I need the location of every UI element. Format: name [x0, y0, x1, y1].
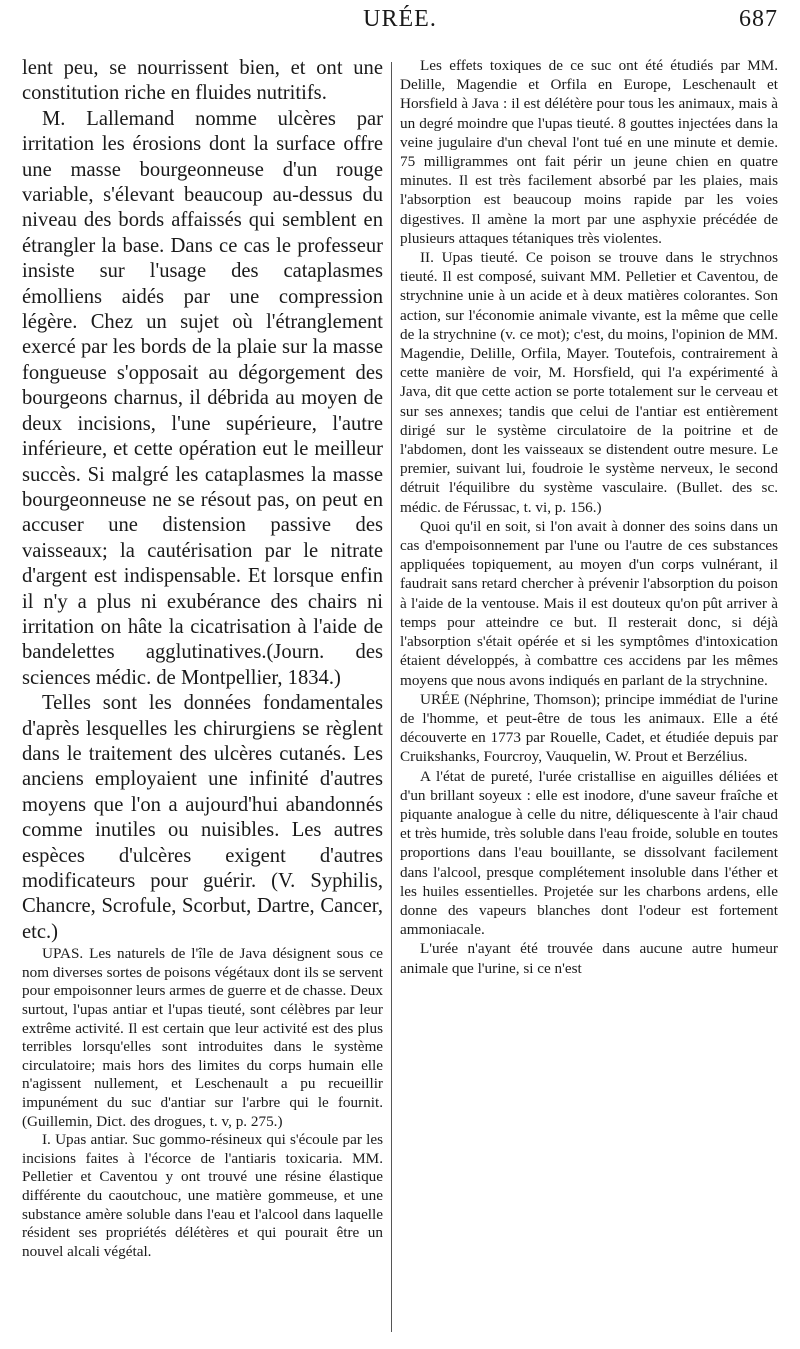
paragraph: M. Lallemand nomme ulcères par irritation les érosions dont la surface offre une masse bourgeonneuse d'un rouge variable, s'élevant beaucoup au-dessus du niveau des bords affaissés qui semblent en étrangler la base. Dans ce cas le professeur insiste sur l'usage des cataplasmes émolliens aidés par une compression légère. Chez un sujet où l'étranglement exercé par les bords de la plaie sur la masse fongueuse s'opposait au dégorgement des bourgeons charnus, il débrida au moyen de deux incisions, l'une supérieure, l'autre inférieure, et cette opération eut le meilleur succès. Si malgré les cataplasmes la masse bourgeonneuse ne se résout pas, on peut en accuser une distension passive des vaisseaux; la cautérisation par le nitrate d'argent est indispensable. Et lorsque enfin il n'y a plus ni exubérance des chairs ni irritation on hâte la cicatrisation à l'aide de bandelettes agglutinatives.(Journ. des sciences médic. de Montpellier, 1834.) [22, 107, 383, 689]
upas-section [22, 945, 383, 1261]
left-column [22, 56, 383, 1261]
paragraph: UPAS. Les naturels de l'île de Java désignent sous ce nom diverses sortes de poisons végétaux dont ils se servent pour empoisonner leurs armes de guerre et de chasse. Deux surtout, l'upas antiar et l'upas tieuté, sont célèbres par leur extrême activité. Il est certain que leur activité est des plus terribles lorsqu'elles sont introduites dans le système circulatoire; mais hors des limites du corps humain elle n'agissent nullement, et Leschenault a pu recueillir impunément du suc d'antiar sur l'arbre qui le fournit. (Guillemin, Dict. des drogues, t. v, p. 275.) [22, 945, 383, 1130]
column-divider [391, 62, 392, 1332]
paragraph: I. Upas antiar. Suc gommo-résineux qui s'écoule par les incisions faites à l'écorce de l'antiaris toxicaria. MM. Pelletier et Caventou y ont trouvé une résine élastique différente du caoutchouc, une matière gommeuse, et une substance amère soluble dans l'eau et l'alcool dans laquelle résident ses propriétés délétères et qui pourait être un nouvel alcali végétal. [22, 1131, 383, 1260]
page-number: 687 [739, 6, 778, 32]
ulcer-section [22, 56, 383, 945]
running-title: URÉE. [363, 6, 437, 32]
paragraph: Telles sont les données fondamentales d'après lesquelles les chirurgiens se règlent dans le traitement des ulcères cutanés. Les anciens employaient une infinité d'autres moyens que l'on a aujourd'hui abandonnés comme inutiles ou nuisibles. Les autres espèces d'ulcères exigent d'autres modificateurs pour guérir. (V. Syphilis, Chancre, Scrofule, Scorbut, Dartre, Cancer, etc.) [22, 692, 383, 943]
paragraph: Les effets toxiques de ce suc ont été étudiés par MM. Delille, Magendie et Orfila en Europe, Leschenault et Horsfield à Java : il est délétère pour tous les animaux, mais à un degré moindre que l'upas tieuté. 8 gouttes injectées dans la veine jugulaire d'un cheval l'ont tué en une minute et demie. 75 milligrammes ont fait périr un jeune chien en quatre minutes. Il est très facilement absorbé par les plaies, mais l'absorption est beaucoup moins rapide par les voies digestives. Il amène la mort par une asphyxie précédée de plusieurs attaques tétaniques très violentes. [400, 57, 778, 247]
paragraph: L'urée n'ayant été trouvée dans aucune autre humeur animale que l'urine, si ce n'est [400, 940, 778, 977]
running-header [0, 6, 800, 42]
paragraph: Quoi qu'il en soit, si l'on avait à donner des soins dans un cas d'empoisonnement par l'une ou l'autre de ces substances appliquées topiquement, au moyen d'un corps vulnérant, il faudrait sans retard chercher à prévenir l'absorption du poison à l'aide de la ventouse. Mais il est douteux qu'on pût arriver à temps pour atteindre ce but. Il resterait donc, si déjà l'absorption s'était opérée et si les symptômes d'intoxication étaient développés, à combattre ces accidens par les mêmes moyens que nous avons indiqués en parlant de la strychnine. [400, 517, 778, 689]
paragraph: URÉE (Néphrine, Thomson); principe immédiat de l'urine de l'homme, et peut-être de tous les animaux. Elle a été découverte en 1773 par Rouelle, Cadet, et étudiée depuis par Cruikshanks, Fourcroy, Vauquelin, W. Prout et Berzélius. [400, 690, 778, 766]
right-column [400, 56, 778, 978]
paragraph: II. Upas tieuté. Ce poison se trouve dans le strychnos tieuté. Il est composé, suivant MM. Pelletier et Caventou, de strychnine unie à un acide et à deux matières colorantes. Son action, sur l'économie animale vivante, est la même que celle de la strychnine (v. ce mot); c'est, du moins, l'opinion de MM. Magendie, Delille, Orfila, Mayer. Toutefois, contrairement à cette manière de voir, M. Horsfield, qui l'a expérimenté à Java, dit que cette action se porte totalement sur le cerveau et sur ses annexes; tandis que celui de l'antiar est entièrement dirigé sur le système circulatoire de la poitrine et de l'abdomen, dont les vaisseaux se distendent outre mesure. Le premier, suivant lui, foudroie le système nerveux, le second détruit l'équilibre du système vasculaire. (Bullet. des sc. médic. de Férussac, t. vi, p. 156.) [400, 249, 778, 516]
paragraph: lent peu, se nourrissent bien, et ont une constitution riche en fluides nutritifs. [22, 57, 383, 105]
paragraph: A l'état de pureté, l'urée cristallise en aiguilles déliées et d'un brillant soyeux : elle est inodore, d'une saveur fraîche et piquante analogue à celle du nitre, déliquescente à l'air chaud et très humide, très soluble dans l'eau froide, soluble en toutes proportions dans l'eau bouillante, se dissolvant facilement dans l'alcool, presque complétement insoluble dans l'éther et les huiles essentielles. Projetée sur les charbons ardens, elle donne des vapeurs blanches dont l'odeur est fortement ammoniacale. [400, 767, 778, 939]
